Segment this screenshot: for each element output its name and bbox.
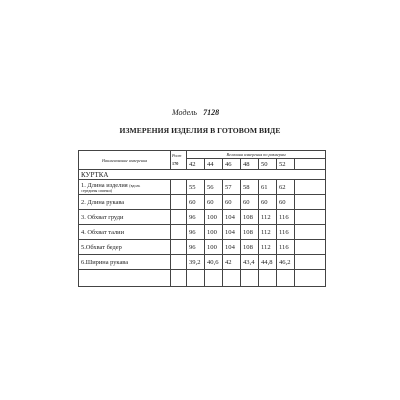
section-title: КУРТКА [79, 170, 326, 180]
measurement-name: 5.Обхват бедер [79, 240, 171, 255]
empty-cell [187, 270, 205, 287]
value-cell: 96 [187, 240, 205, 255]
value-cell: 96 [187, 225, 205, 240]
empty-cell [295, 240, 326, 255]
size-group-header: Величина измерения по размерам [187, 151, 326, 159]
size-header: 48 [241, 159, 259, 170]
table-row [79, 210, 326, 225]
value-cell: 108 [241, 240, 259, 255]
measurement-note: (вдоль [129, 182, 141, 188]
rost-cell [171, 195, 187, 210]
value-cell: 104 [223, 210, 241, 225]
table-row [79, 225, 326, 240]
table-row [79, 255, 326, 270]
measurement-name: 6.Ширина рукава [79, 255, 171, 270]
measurement-name: 4. Обхват талии [79, 225, 171, 240]
empty-cell [295, 159, 326, 170]
value-cell: 56 [205, 180, 223, 195]
model-number: 7128 [203, 108, 220, 117]
value-cell: 61 [259, 180, 277, 195]
rost-header [171, 151, 187, 170]
empty-row [79, 270, 326, 287]
value-cell: 116 [277, 210, 295, 225]
value-cell: 100 [205, 210, 223, 225]
value-cell: 112 [259, 225, 277, 240]
size-header: 50 [259, 159, 277, 170]
empty-cell [295, 270, 326, 287]
measurement-name [79, 180, 171, 195]
rost-cell [171, 225, 187, 240]
value-cell: 60 [241, 195, 259, 210]
value-cell: 116 [277, 240, 295, 255]
rost-label: Рост [172, 153, 182, 158]
section-row [79, 170, 326, 180]
size-header: 52 [277, 159, 295, 170]
empty-cell [79, 270, 171, 287]
measurements-table [78, 150, 326, 287]
table-row [79, 180, 326, 195]
table-row [79, 195, 326, 210]
measurement-name: 3. Обхват груди [79, 210, 171, 225]
value-cell: 100 [205, 225, 223, 240]
value-cell: 39,2 [187, 255, 205, 270]
value-cell: 60 [187, 195, 205, 210]
value-cell: 96 [187, 210, 205, 225]
size-header: 46 [223, 159, 241, 170]
value-cell: 116 [277, 225, 295, 240]
size-header: 42 [187, 159, 205, 170]
model-line [172, 108, 219, 117]
value-cell: 60 [259, 195, 277, 210]
empty-cell [295, 210, 326, 225]
rost-cell [171, 210, 187, 225]
page-title: ИЗМЕРЕНИЯ ИЗДЕЛИЯ В ГОТОВОМ ВИДЕ [119, 126, 281, 135]
model-label: Модель [172, 108, 198, 117]
value-cell: 112 [259, 210, 277, 225]
empty-cell [223, 270, 241, 287]
value-cell: 60 [205, 195, 223, 210]
value-cell: 60 [277, 195, 295, 210]
empty-cell [205, 270, 223, 287]
empty-cell [277, 270, 295, 287]
size-header: 44 [205, 159, 223, 170]
value-cell: 46,2 [277, 255, 295, 270]
value-cell: 55 [187, 180, 205, 195]
rost-value: 170 [172, 161, 179, 166]
value-cell: 108 [241, 210, 259, 225]
measurement-label: 1. Длина изделия [81, 181, 128, 189]
value-cell: 58 [241, 180, 259, 195]
rost-cell [171, 255, 187, 270]
empty-cell [295, 255, 326, 270]
empty-cell [295, 180, 326, 195]
value-cell: 100 [205, 240, 223, 255]
value-cell: 104 [223, 240, 241, 255]
value-cell: 43,4 [241, 255, 259, 270]
empty-cell [295, 225, 326, 240]
value-cell: 104 [223, 225, 241, 240]
value-cell: 62 [277, 180, 295, 195]
empty-cell [259, 270, 277, 287]
value-cell: 44,8 [259, 255, 277, 270]
rost-cell [171, 180, 187, 195]
value-cell: 112 [259, 240, 277, 255]
table-row [79, 240, 326, 255]
header-row [79, 151, 326, 159]
measurement-note-2: середины спинки) [81, 187, 112, 193]
measurement-name: 2. Длина рукава [79, 195, 171, 210]
empty-cell [241, 270, 259, 287]
rost-cell [171, 240, 187, 255]
name-header: Наименование измерения [79, 151, 171, 170]
value-cell: 57 [223, 180, 241, 195]
value-cell: 108 [241, 225, 259, 240]
value-cell: 40,6 [205, 255, 223, 270]
empty-cell [295, 195, 326, 210]
value-cell: 42 [223, 255, 241, 270]
empty-cell [171, 270, 187, 287]
value-cell: 60 [223, 195, 241, 210]
